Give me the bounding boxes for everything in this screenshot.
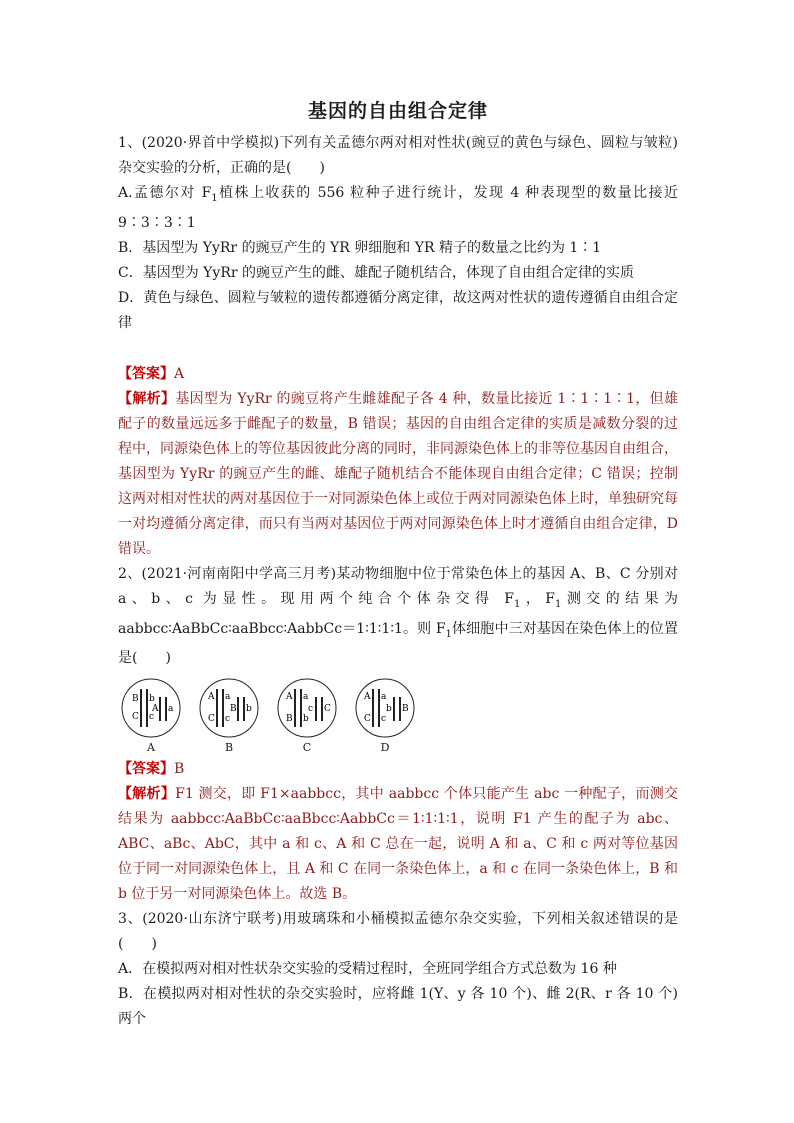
- q3-stem: 3、(2020·山东济宁联考)用玻璃珠和小桶模拟孟德尔杂交实验，下列相关叙述错误的是( ): [118, 911, 678, 953]
- gene-label: B: [230, 704, 237, 715]
- gene-label: b: [246, 704, 252, 715]
- figure-label: A: [147, 741, 155, 755]
- q3-option-a: A．在模拟两对相对性状杂交实验的受精过程时，全班同学组合方式总数为 16 种: [118, 961, 617, 978]
- gene-label: c: [308, 704, 314, 715]
- q1-analysis: 【解析】基因型为 YyRr 的豌豆将产生雌雄配子各 4 种，数量比接近 1∶1∶1∶1，但雄配子的数量远远多于雌配子的数量，B 错误；基因的自由组合定律的实质是减数分裂的过程中，同源染色体上的等位基因彼此分离的同时，非同源染色体上的非等位基因自由组合，基因型为 YyRr 的豌豆产生的雌、雄配子随机结合不能体现自由组合定律；C 错误；控制这两对相对性状的两对基因位于一对同源染色体上或位于两对同源染色体上时，单独研究每一对均遵循分离定律，而只有当两对基因位于两对同源染色体上时才遵循自由组合定律，D 错误。: [118, 390, 679, 557]
- q2-figure-b: [198, 677, 260, 755]
- cell-diagram-b: [198, 677, 260, 739]
- q3-option-b: B．在模拟两对相对性状的杂交实验时，应将雌 1(Y、y 各 10 个)、雌 2(R、r 各 10 个)两个: [118, 986, 678, 1028]
- gene-label: a: [225, 692, 231, 703]
- gene-label: B: [132, 694, 139, 705]
- gene-label: A: [286, 692, 293, 703]
- cell-diagram-c: [276, 677, 338, 739]
- gene-label: C: [364, 714, 371, 725]
- gene-label: C: [324, 704, 331, 715]
- q2-answer: 【答案】B: [118, 761, 185, 778]
- gene-label: A: [364, 692, 371, 703]
- gene-label: a: [381, 692, 387, 703]
- question-3: [118, 907, 678, 1032]
- gene-label: c: [381, 714, 387, 725]
- q1-option-d: D．黄色与绿色、圆粒与皱粒的遗传都遵循分离定律，故这两对性状的遗传遵循自由组合定律: [118, 289, 678, 331]
- figure-label: C: [302, 741, 312, 755]
- gene-label: c: [225, 714, 231, 725]
- q2-stem: 2、(2021·河南南阳中学高三月考)某动物细胞中位于常染色体上的基因 A、B、C 分别对 a、b、c 为显性。现用两个纯合个体杂交得 $F_1$，$F_1$测交的结果为 aabbcc∶AaBbCc∶aaBbcc∶AabbCc＝1∶1∶1∶1。则 $F_1$体细胞中三对基因在染色体上的位置是( ): [118, 565, 679, 667]
- gene-label: A: [152, 704, 159, 715]
- gene-label: B: [286, 714, 293, 725]
- gene-label: b: [386, 704, 392, 715]
- question-1: [118, 131, 678, 562]
- q2-figure-c: [276, 677, 338, 755]
- q2-figure-a: [120, 677, 182, 755]
- gene-label: C: [208, 714, 215, 725]
- q2-figure-row: [120, 677, 678, 755]
- gene-label: A: [208, 692, 215, 703]
- q1-option-c: C．基因型为 YyRr 的豌豆产生的雌、雄配子随机结合，体现了自由组合定律的实质: [118, 264, 634, 281]
- q1-option-b: B．基因型为 YyRr 的豌豆产生的 YR 卵细胞和 YR 精子的数量之比约为 1∶1: [118, 239, 602, 256]
- gene-label: a: [303, 692, 309, 703]
- document-page: [118, 96, 678, 1032]
- gene-label: a: [168, 704, 174, 715]
- cell-diagram-a: [120, 677, 182, 739]
- cell-diagram-d: [354, 677, 416, 739]
- figure-label: B: [224, 741, 234, 755]
- gene-label: b: [149, 694, 155, 705]
- question-2: [118, 562, 678, 908]
- gene-label: C: [132, 712, 139, 723]
- q1-stem: 1、(2020·界首中学模拟)下列有关孟德尔两对相对性状(豌豆的黄色与绿色、圆粒与皱粒)杂交实验的分析，正确的是( ): [118, 135, 678, 176]
- gene-label: c: [149, 712, 155, 723]
- gene-label: B: [402, 704, 409, 715]
- gene-label: b: [303, 714, 309, 725]
- q2-analysis: 【解析】F1 测交，即 F1×aabbcc，其中 aabbcc 个体只能产生 abc 一种配子，而测交结果为 aabbcc∶AaBbCc∶aaBbcc∶AabbCc＝1∶1∶1∶1，说明 F1 产生的配子为 abc、ABC、aBc、AbC，其中 a 和 c、A 和 C 总在一起，说明 A 和 a、C 和 c 两对等位基因位于同一对同源染色体上，且 A 和 C 在同一条染色体上，a 和 c 在同一条染色体上，B 和 b 位于另一对同源染色体上。故选 B。: [118, 786, 679, 903]
- q1-option-a: A.孟德尔对 $F_1$植株上收获的 556 粒种子进行统计，发现 4 种表现型的数量比接近 9∶3∶3∶1: [118, 185, 678, 231]
- page-title: 基因的自由组合定律: [307, 100, 488, 122]
- figure-label: D: [380, 741, 390, 755]
- q2-figure-d: [354, 677, 416, 755]
- q1-answer: 【答案】A: [118, 365, 185, 382]
